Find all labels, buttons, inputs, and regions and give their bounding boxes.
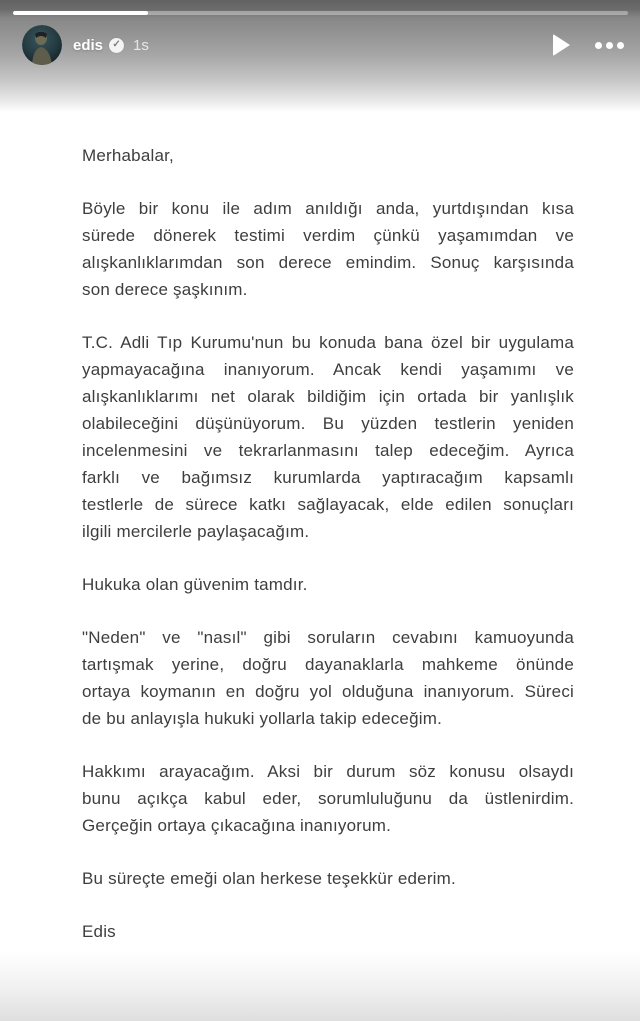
story-header [22,25,626,65]
statement-line: alışkanlıklarımı net olarak bildiğim için ortada bir yanlışlık [82,387,574,406]
more-dot [617,42,624,49]
statement-line: alışkanlıklarımdan son derece emindim. Sonuç karşısında [82,253,574,272]
username[interactable]: edis [73,36,104,54]
statement-paragraph [82,571,574,598]
avatar-portrait [22,25,62,65]
statement-paragraph [82,195,574,303]
statement-line: Gerçeğin ortaya çıkacağına inanıyorum. [82,816,392,835]
play-triangle [553,34,570,56]
bottom-gradient [0,951,640,1021]
statement-line: incelenmesini ve tekrarlanmasını talep edeceğim. Ayrıca [82,441,574,460]
more-dot [606,42,613,49]
statement-paragraph [82,865,574,892]
statement-paragraph [82,142,574,169]
statement-line: Merhabalar, [82,146,174,165]
verified-badge-icon: ✓ [109,38,124,53]
signature: Edis [82,922,116,941]
statement-line: ilgili mercilerle paylaşacağım. [82,522,310,541]
statement-line: Hakkımı arayacağım. Aksi bir durum söz konusu olsaydı [82,762,574,781]
statement-line: olabileceğini düşünüyorum. Bu yüzden testlerin yeniden [82,414,574,433]
play-icon[interactable] [549,33,573,57]
statement-line: T.C. Adli Tıp Kurumu'nun bu konuda bana özel bir uygulama [82,333,574,352]
statement-line: "Neden" ve "nasıl" gibi soruların cevabını kamuoyunda [82,628,574,647]
statement-line: sürede dönerek testimi verdim çünkü yaşamımdan ve [82,226,574,245]
progress-fill [13,11,148,15]
statement-line: bunu açıkça kabul eder, sorumluluğunu da üstlenirdim. [82,789,574,808]
statement-line: testlerle de sürece katkı sağlayacak, elde edilen sonuçları [82,495,574,514]
statement-paragraph [82,624,574,732]
statement-line: yapmayacağına inanıyorum. Ancak kendi yaşamımı ve [82,360,574,379]
statement-line: Böyle bir konu ile adım anıldığı anda, yurtdışından kısa [82,199,574,218]
more-dot [595,42,602,49]
more-options-icon[interactable] [595,33,624,57]
statement-line: son derece şaşkınım. [82,280,248,299]
statement-paragraph [82,329,574,545]
statement-line: Hukuka olan güvenim tamdır. [82,575,308,594]
statement-line: tartışmak yerine, doğru dayanaklarla mahkeme önünde [82,655,574,674]
story-progress-bar [13,11,628,15]
statement-line: farklı ve bağımsız kurumlarda yaptıracağım kapsamlı [82,468,574,487]
statement-paragraph [82,758,574,839]
statement-line: Bu süreçte emeği olan herkese teşekkür ederim. [82,869,456,888]
statement-line: de bu anlayışla hukuki yollarla takip edeceğim. [82,709,442,728]
timestamp: 1s [133,36,149,54]
statement-line: ortaya koymanın en doğru yol olduğuna inanıyorum. Süreci [82,682,574,701]
header-gradient [0,0,640,112]
statement-text [82,142,574,892]
statement-card [82,142,574,945]
avatar[interactable] [22,25,62,65]
